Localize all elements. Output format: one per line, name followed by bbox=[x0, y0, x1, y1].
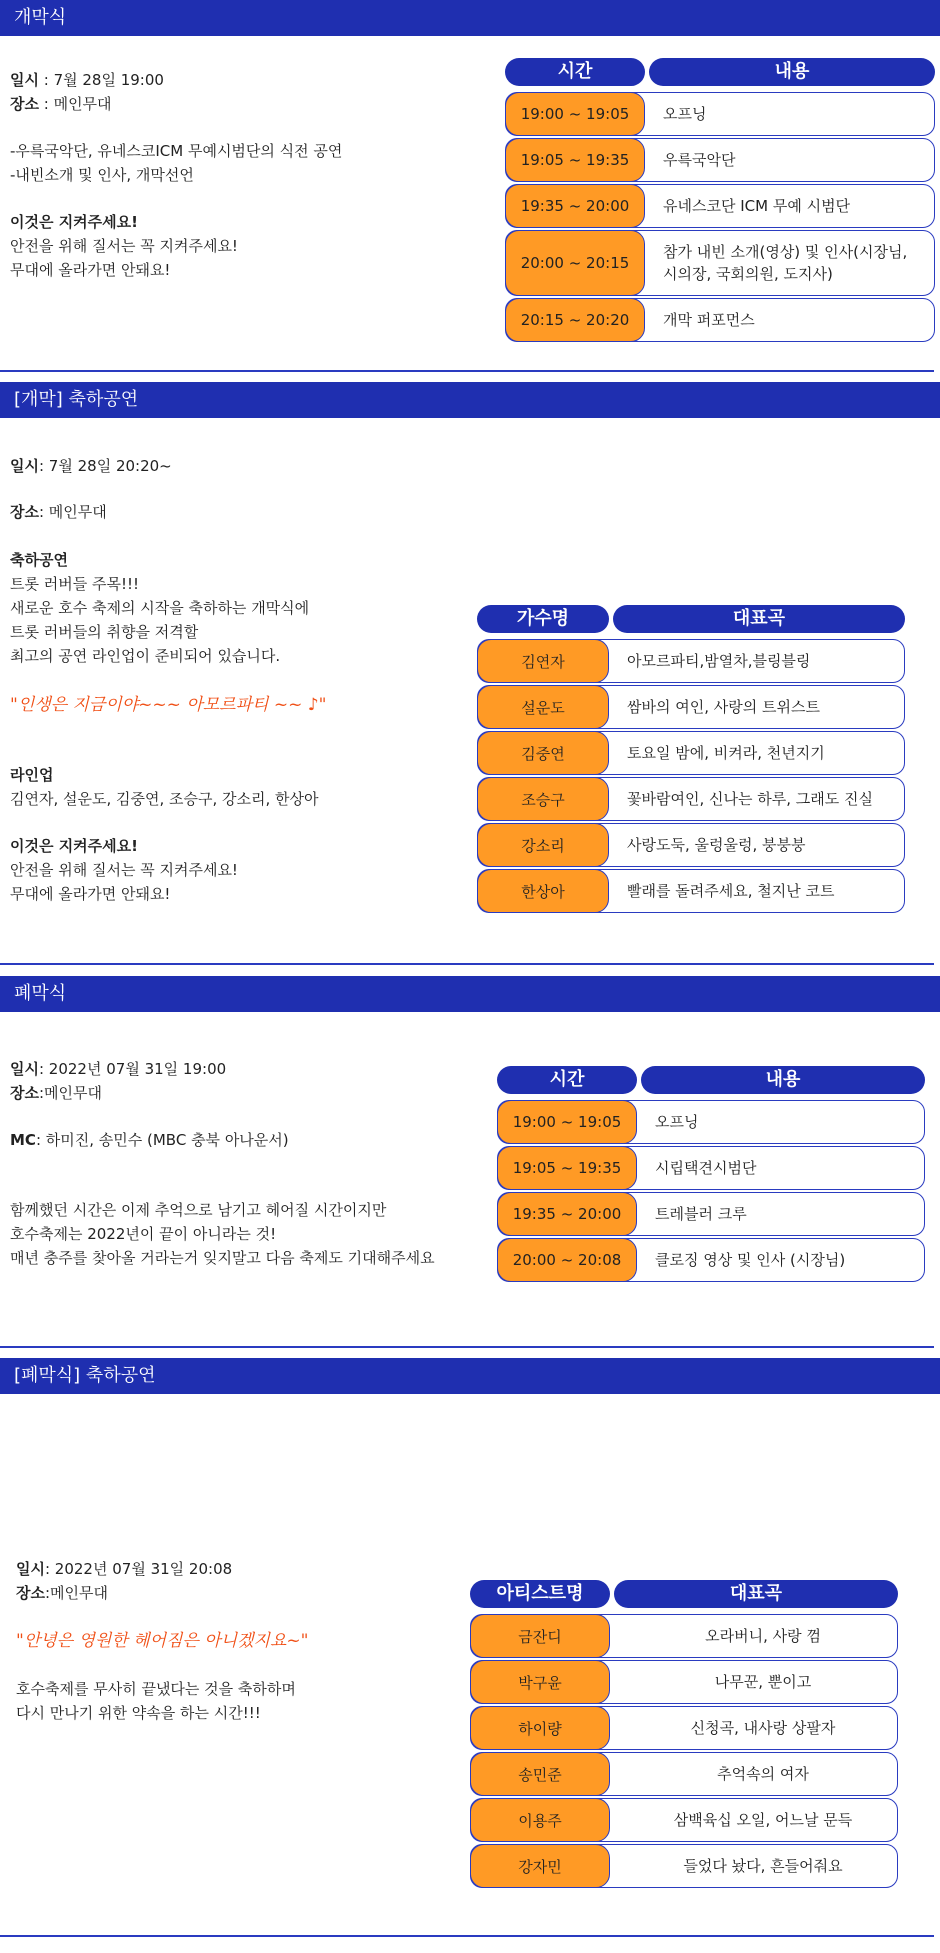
s4-quote: "안녕은 영원한 헤어짐은 아니겠지요~" bbox=[16, 1631, 309, 1651]
table-row bbox=[505, 92, 935, 136]
s2-lineup-title: 라인업 bbox=[10, 766, 54, 784]
s2-p4: 최고의 공연 라인업이 준비되어 있습니다. bbox=[10, 647, 281, 665]
table-row bbox=[477, 685, 905, 729]
column-header: 시간 bbox=[505, 58, 645, 86]
opening-lineup-table bbox=[477, 605, 905, 915]
row-content: 신청곡, 내사랑 상팔자 bbox=[690, 1719, 836, 1737]
section-header-opening bbox=[0, 0, 940, 36]
s4-p2: 다시 만나기 위한 약속을 하는 시간!!! bbox=[16, 1704, 261, 1722]
row-content: 우륵국악단 bbox=[663, 151, 736, 169]
row-label-pill: 강자민 bbox=[470, 1844, 610, 1888]
s2-p3: 트롯 러버들의 취향을 저격할 bbox=[10, 623, 199, 641]
row-content: 꽃바람여인, 신나는 하루, 그래도 진실 bbox=[627, 790, 873, 808]
row-label-pill: 20:00 ~ 20:08 bbox=[497, 1238, 637, 1282]
divider bbox=[0, 1935, 934, 1937]
row-content: 추억속의 여자 bbox=[717, 1765, 809, 1783]
row-content: 쌈바의 여인, 사랑의 트위스트 bbox=[627, 698, 820, 716]
s2-p1: 트롯 러버들 주목!!! bbox=[10, 575, 140, 593]
closing-schedule-table bbox=[497, 1066, 925, 1284]
row-label-pill: 이용주 bbox=[470, 1798, 610, 1842]
row-label-pill: 19:05 ~ 19:35 bbox=[497, 1146, 637, 1190]
table-row bbox=[505, 230, 935, 296]
table-header bbox=[497, 1066, 925, 1094]
row-content: 토요일 밤에, 비켜라, 천년지기 bbox=[627, 744, 825, 762]
row-content: 유네스코단 ICM 무예 시범단 bbox=[663, 197, 851, 215]
s2-perf-title: 축하공연 bbox=[10, 551, 68, 569]
section-title: [개막] 축하공연 bbox=[14, 389, 139, 410]
s2-notice1: 안전을 위해 질서는 꼭 지켜주세요! bbox=[10, 861, 238, 879]
table-row bbox=[497, 1146, 925, 1190]
row-label-pill: 박구윤 bbox=[470, 1660, 610, 1704]
s2-notice2: 무대에 올라가면 안돼요! bbox=[10, 885, 171, 903]
divider bbox=[0, 963, 934, 965]
row-label-pill: 19:35 ~ 20:00 bbox=[497, 1192, 637, 1236]
row-content: 나무꾼, 뿐이고 bbox=[714, 1673, 812, 1691]
section-title: [폐막식] 축하공연 bbox=[14, 1365, 156, 1386]
row-label-pill: 19:05 ~ 19:35 bbox=[505, 138, 645, 182]
s3-date: 일시: 2022년 07월 31일 19:00 bbox=[10, 1060, 227, 1078]
row-label-pill: 19:00 ~ 19:05 bbox=[497, 1100, 637, 1144]
row-content: 오프닝 bbox=[663, 105, 707, 123]
table-row bbox=[505, 138, 935, 182]
column-header: 내용 bbox=[649, 58, 935, 86]
row-content: 오라버니, 사랑 껌 bbox=[705, 1627, 821, 1645]
row-label-pill: 20:15 ~ 20:20 bbox=[505, 298, 645, 342]
column-header: 내용 bbox=[641, 1066, 925, 1094]
row-label-pill: 한상아 bbox=[477, 869, 609, 913]
table-row bbox=[477, 869, 905, 913]
s2-lineup: 김연자, 설운도, 김중연, 조승구, 강소리, 한상아 bbox=[10, 790, 319, 808]
s2-place: 장소: 메인무대 bbox=[10, 503, 107, 521]
table-row bbox=[477, 777, 905, 821]
row-content: 시립택견시범단 bbox=[655, 1159, 757, 1177]
row-content: 클로징 영상 및 인사 (시장님) bbox=[655, 1251, 846, 1269]
divider bbox=[0, 370, 934, 372]
s3-p1: 함께했던 시간은 이제 추억으로 남기고 헤어질 시간이지만 bbox=[10, 1201, 387, 1219]
s2-quote: "인생은 지금이야~~~ 아모르파티 ~~ ♪" bbox=[10, 695, 327, 715]
table-header bbox=[505, 58, 935, 86]
s1-notice-title: 이것은 지켜주세요! bbox=[10, 213, 138, 231]
s1-place: 장소 : 메인무대 bbox=[10, 95, 112, 113]
closing-lineup-table bbox=[470, 1580, 898, 1890]
row-content: 참가 내빈 소개(영상) 및 인사(시장님, 시의장, 국회의원, 도지사) bbox=[663, 243, 908, 283]
divider bbox=[0, 1346, 934, 1348]
s2-date: 일시: 7월 28일 20:20~ bbox=[10, 457, 172, 475]
row-label-pill: 금잔디 bbox=[470, 1614, 610, 1658]
column-header: 시간 bbox=[497, 1066, 637, 1094]
s3-mc: MC: 하미진, 송민수 (MBC 충북 아나운서) bbox=[10, 1131, 289, 1149]
table-row bbox=[505, 298, 935, 342]
row-label-pill: 19:35 ~ 20:00 bbox=[505, 184, 645, 228]
column-header: 대표곡 bbox=[613, 605, 905, 633]
row-label-pill: 20:00 ~ 20:15 bbox=[505, 230, 645, 296]
column-header: 아티스트명 bbox=[470, 1580, 610, 1608]
table-row bbox=[470, 1660, 898, 1704]
section-title: 개막식 bbox=[14, 7, 67, 28]
s2-notice-title: 이것은 지켜주세요! bbox=[10, 837, 138, 855]
s1-notice2: 무대에 올라가면 안돼요! bbox=[10, 261, 171, 279]
row-content: 트레블러 크루 bbox=[655, 1205, 747, 1223]
row-label-pill: 설운도 bbox=[477, 685, 609, 729]
table-row bbox=[497, 1238, 925, 1282]
table-row bbox=[497, 1100, 925, 1144]
section-header-opening-show bbox=[0, 382, 940, 418]
section-title: 폐막식 bbox=[14, 983, 67, 1004]
row-content: 오프닝 bbox=[655, 1113, 699, 1131]
row-content: 개막 퍼포먼스 bbox=[663, 311, 755, 329]
s4-date: 일시: 2022년 07월 31일 20:08 bbox=[16, 1560, 233, 1578]
s3-p3: 매년 충주를 찾아올 거라는거 잊지말고 다음 축제도 기대해주세요 bbox=[10, 1249, 435, 1267]
section-header-closing bbox=[0, 976, 940, 1012]
table-row bbox=[470, 1706, 898, 1750]
row-label-pill: 김중연 bbox=[477, 731, 609, 775]
s1-notice1: 안전을 위해 질서는 꼭 지켜주세요! bbox=[10, 237, 238, 255]
table-row bbox=[477, 639, 905, 683]
table-row bbox=[505, 184, 935, 228]
column-header: 가수명 bbox=[477, 605, 609, 633]
s1-date: 일시 : 7월 28일 19:00 bbox=[10, 71, 164, 89]
table-header bbox=[477, 605, 905, 633]
table-row bbox=[477, 731, 905, 775]
table-row bbox=[470, 1844, 898, 1888]
row-label-pill: 조승구 bbox=[477, 777, 609, 821]
opening-schedule-table bbox=[505, 58, 935, 344]
row-content: 사랑도둑, 울렁울렁, 붕붕붕 bbox=[627, 836, 806, 854]
table-row bbox=[497, 1192, 925, 1236]
table-row bbox=[470, 1614, 898, 1658]
row-content: 아모르파티,밤열차,블링블링 bbox=[627, 652, 811, 670]
row-label-pill: 하이량 bbox=[470, 1706, 610, 1750]
row-label-pill: 19:00 ~ 19:05 bbox=[505, 92, 645, 136]
row-label-pill: 송민준 bbox=[470, 1752, 610, 1796]
s4-place: 장소:메인무대 bbox=[16, 1584, 108, 1602]
table-row bbox=[470, 1798, 898, 1842]
row-content: 삼백육십 오일, 어느날 문득 bbox=[673, 1811, 853, 1829]
table-header bbox=[470, 1580, 898, 1608]
s2-p2: 새로운 호수 축제의 시작을 축하하는 개막식에 bbox=[10, 599, 310, 617]
s1-line1: -우륵국악단, 유네스코ICM 무예시범단의 식전 공연 bbox=[10, 142, 343, 160]
row-label-pill: 강소리 bbox=[477, 823, 609, 867]
table-row bbox=[477, 823, 905, 867]
table-row bbox=[470, 1752, 898, 1796]
s4-p1: 호수축제를 무사히 끝냈다는 것을 축하하며 bbox=[16, 1680, 296, 1698]
row-content: 빨래를 돌려주세요, 철지난 코트 bbox=[627, 882, 835, 900]
row-content: 들었다 놨다, 흔들어줘요 bbox=[683, 1857, 843, 1875]
s3-place: 장소:메인무대 bbox=[10, 1084, 102, 1102]
row-label-pill: 김연자 bbox=[477, 639, 609, 683]
s1-line2: -내빈소개 및 인사, 개막선언 bbox=[10, 166, 194, 184]
s3-p2: 호수축제는 2022년이 끝이 아니라는 것! bbox=[10, 1225, 277, 1243]
column-header: 대표곡 bbox=[614, 1580, 898, 1608]
section-header-closing-show bbox=[0, 1358, 940, 1394]
